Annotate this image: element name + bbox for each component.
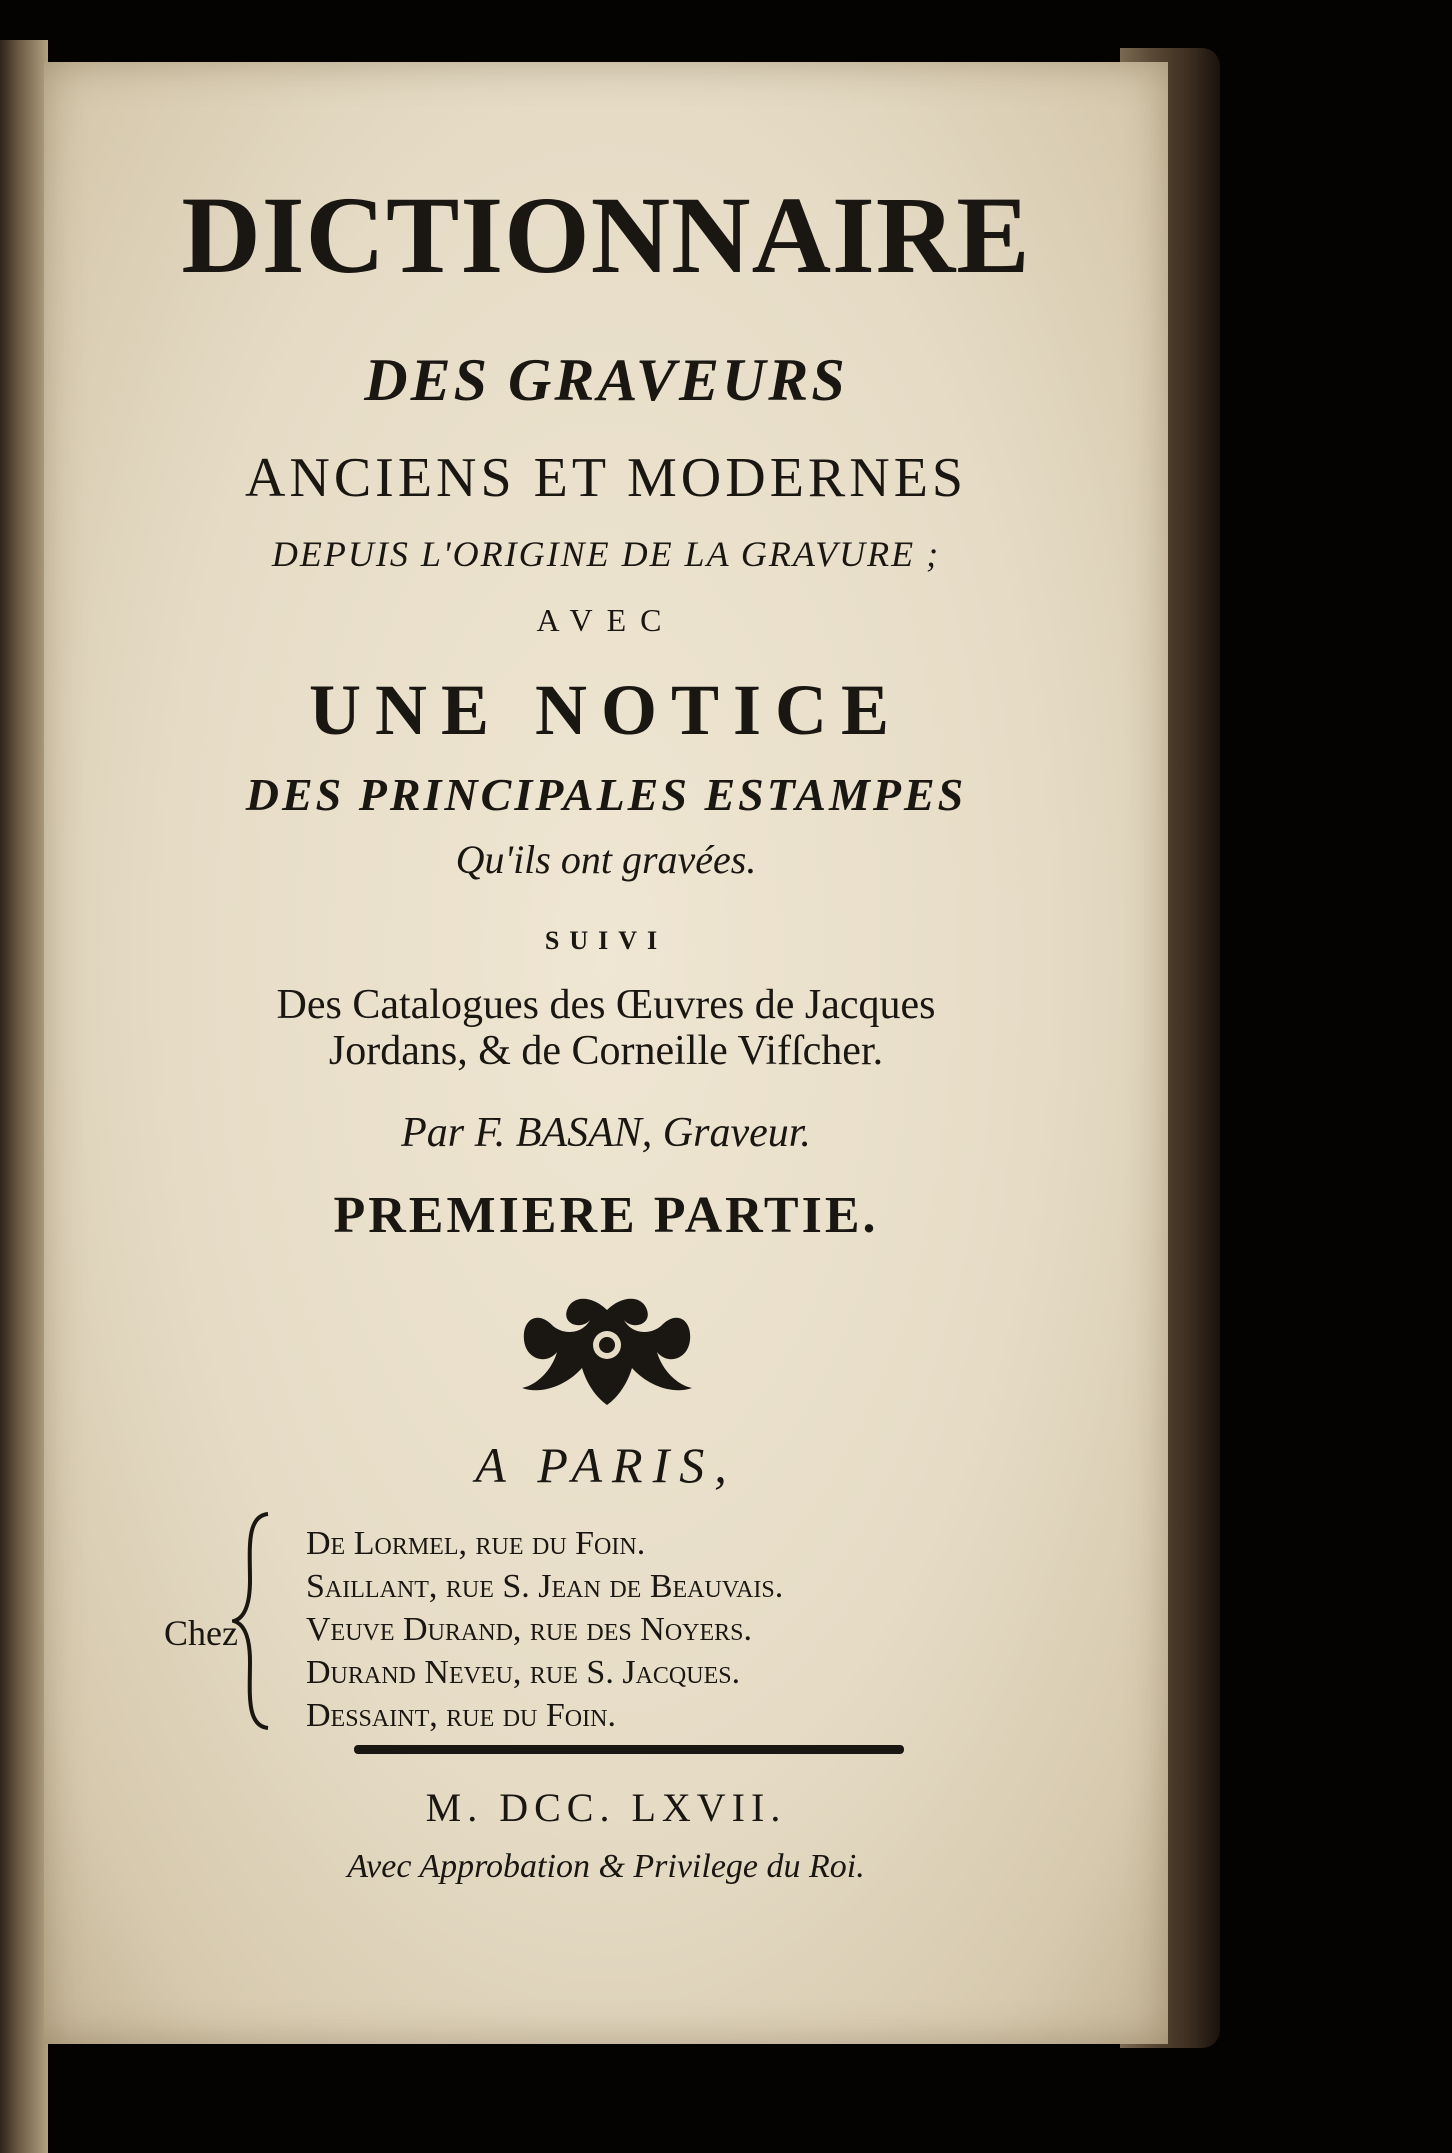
seller-item: De Lormel, rue du Foin. [306,1525,646,1562]
title-des-graveurs: DES GRAVEURS [364,347,848,413]
curly-brace-icon [232,1510,272,1732]
author-line: Par F. BASAN, Graveur. [401,1110,811,1156]
title-avec: AVEC [536,602,676,638]
main-title: DICTIONNAIRE [181,174,1031,296]
privilege-line: Avec Approbation & Privilege du Roi. [347,1848,865,1885]
horizontal-rule [354,1745,904,1754]
seller-item: Veuve Durand, rue des Noyers. [306,1611,753,1648]
chez-label: Chez [164,1613,238,1653]
title-anciens-modernes: ANCIENS ET MODERNES [244,447,968,509]
left-book-board [0,40,48,2153]
title-notice: UNE NOTICE [308,670,904,750]
imprint-date: M. DCC. LXVII. [425,1785,787,1830]
title-quils: Qu'ils ont gravées. [455,837,757,882]
catalogues-line-1: Des Catalogues des Œuvres de Jacques [276,982,936,1028]
catalogues-line-2: Jordans, & de Corneille Vifſcher. [328,1028,884,1074]
title-depuis: DEPUIS L'ORIGINE DE LA GRAVURE ; [271,534,941,574]
part-title: PREMIERE PARTIE. [333,1187,879,1244]
imprint-city: A PARIS, [475,1437,737,1493]
title-estampes: DES PRINCIPALES ESTAMPES [245,769,967,820]
seller-list [306,1522,783,1737]
title-suivi: SUIVI [544,926,668,955]
seller-item: Saillant, rue S. Jean de Beauvais. [306,1568,784,1605]
floral-ornament-icon [512,1290,702,1410]
seller-item: Dessaint, rue du Foin. [306,1697,616,1734]
seller-item: Durand Neveu, rue S. Jacques. [306,1654,741,1691]
title-page [44,62,1168,2044]
